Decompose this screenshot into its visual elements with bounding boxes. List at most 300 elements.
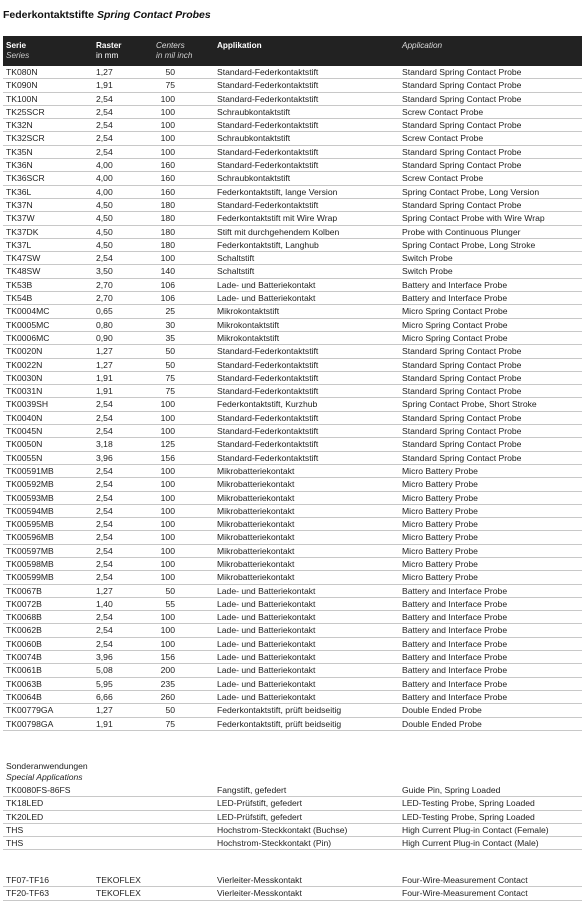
cell-serie: TF20-TF63 — [6, 888, 49, 899]
table-row — [3, 252, 582, 265]
cell-raster: 0,80 — [96, 319, 113, 330]
cell-application: Battery and Interface Probe — [402, 652, 508, 663]
cell-raster: 1,27 — [96, 705, 113, 716]
cell-application: Probe with Continuous Plunger — [402, 226, 521, 237]
cell-applikation: Standard-Federkontaktstift — [217, 120, 319, 131]
cell-centers: 100 — [160, 479, 175, 490]
cell-serie: TK00595MB — [6, 519, 54, 530]
cell-application: Standard Spring Contact Probe — [402, 146, 522, 157]
table-row — [3, 398, 582, 411]
cell-applikation: Mikrobatteriekontakt — [217, 532, 295, 543]
table-row — [3, 545, 582, 558]
cell-application: Battery and Interface Probe — [402, 691, 508, 702]
cell-serie: TK25SCR — [6, 106, 45, 117]
cell-applikation: Lade- und Batteriekontakt — [217, 598, 316, 609]
cell-applikation: Lade- und Batteriekontakt — [217, 638, 316, 649]
cell-centers: 100 — [160, 638, 175, 649]
cell-applikation: Lade- und Batteriekontakt — [217, 652, 316, 663]
cell-centers: 100 — [160, 519, 175, 530]
page-title — [3, 9, 211, 21]
cell-serie: TK18LED — [6, 798, 44, 809]
cell-raster: 1,91 — [96, 386, 113, 397]
cell-application: Screw Contact Probe — [402, 173, 484, 184]
cell-centers: 260 — [160, 691, 175, 702]
cell-centers: 35 — [165, 332, 175, 343]
table-row — [3, 664, 582, 677]
cell-applikation: Standard-Federkontaktstift — [217, 67, 319, 77]
cell-serie: TK0062B — [6, 625, 42, 636]
cell-application: Standard Spring Contact Probe — [402, 412, 522, 423]
cell-serie: TK0045N — [6, 426, 43, 437]
cell-applikation: Standard-Federkontaktstift — [217, 426, 319, 437]
cell-application: Micro Battery Probe — [402, 545, 478, 556]
cell-application: Standard Spring Contact Probe — [402, 199, 522, 210]
cell-raster: 2,54 — [96, 612, 113, 623]
cell-serie: TK0055N — [6, 452, 43, 463]
cell-centers: 100 — [160, 426, 175, 437]
table-row — [3, 811, 582, 824]
cell-applikation: Standard-Federkontaktstift — [217, 439, 319, 450]
table-row — [3, 784, 582, 797]
cell-applikation: Mikrobatteriekontakt — [217, 492, 295, 503]
cell-centers: 100 — [160, 146, 175, 157]
table-row — [3, 518, 582, 531]
cell-applikation: Lade- und Batteriekontakt — [217, 279, 316, 290]
header-serie: Serie Series — [6, 41, 30, 60]
table-row — [3, 874, 582, 887]
cell-serie: TK00599MB — [6, 572, 54, 583]
cell-raster: 2,54 — [96, 133, 113, 144]
cell-centers: 100 — [160, 612, 175, 623]
cell-centers: 100 — [160, 133, 175, 144]
table-row — [3, 492, 582, 505]
cell-raster: 6,66 — [96, 691, 113, 702]
cell-application: Battery and Interface Probe — [402, 638, 508, 649]
cell-applikation: Schraubkontaktstift — [217, 106, 291, 117]
cell-serie: TK37N — [6, 199, 33, 210]
table-header — [3, 36, 582, 66]
cell-raster: TEKOFLEX — [96, 875, 141, 885]
cell-centers: 160 — [160, 173, 175, 184]
cell-application: Standard Spring Contact Probe — [402, 452, 522, 463]
table-row — [3, 797, 582, 810]
cell-raster: 2,54 — [96, 412, 113, 423]
cell-application: Battery and Interface Probe — [402, 612, 508, 623]
cell-serie: TK0061B — [6, 665, 42, 676]
cell-raster: 1,27 — [96, 67, 113, 77]
cell-serie: TK0060B — [6, 638, 42, 649]
table-row — [3, 66, 582, 79]
cell-serie: TK100N — [6, 93, 38, 104]
cell-serie: TK0068B — [6, 612, 42, 623]
cell-applikation: Mikrobatteriekontakt — [217, 505, 295, 516]
cell-application: Standard Spring Contact Probe — [402, 386, 522, 397]
cell-application: Standard Spring Contact Probe — [402, 426, 522, 437]
cell-centers: 100 — [160, 93, 175, 104]
table-row — [3, 345, 582, 358]
cell-raster: 1,27 — [96, 346, 113, 357]
cell-serie: TK0063B — [6, 678, 42, 689]
table-row — [3, 478, 582, 491]
cell-serie: TK37DK — [6, 226, 39, 237]
cell-raster: 2,70 — [96, 279, 113, 290]
cell-application: Screw Contact Probe — [402, 106, 484, 117]
cell-applikation: Federkontaktstift, lange Version — [217, 186, 338, 197]
table-row — [3, 678, 582, 691]
cell-serie: TK0064B — [6, 691, 42, 702]
cell-serie: TK00594MB — [6, 505, 54, 516]
cell-serie: TK36L — [6, 186, 32, 197]
cell-centers: 200 — [160, 665, 175, 676]
cell-application: Micro Battery Probe — [402, 519, 478, 530]
cell-applikation: Mikrobatteriekontakt — [217, 519, 295, 530]
cell-application: Standard Spring Contact Probe — [402, 439, 522, 450]
cell-serie: TK0050N — [6, 439, 43, 450]
cell-centers: 30 — [165, 319, 175, 330]
cell-serie: THS — [6, 838, 24, 849]
cell-centers: 50 — [165, 346, 175, 357]
cell-applikation: Mikrobatteriekontakt — [217, 465, 295, 476]
table-row — [3, 359, 582, 372]
table-row — [3, 385, 582, 398]
cell-serie: TK0004MC — [6, 306, 50, 317]
cell-raster: 1,91 — [96, 372, 113, 383]
cell-serie: TF07-TF16 — [6, 875, 49, 885]
cell-centers: 106 — [160, 293, 175, 304]
cell-raster: 3,18 — [96, 439, 113, 450]
cell-raster: TEKOFLEX — [96, 888, 141, 899]
table-row — [3, 119, 582, 132]
cell-serie: TK37L — [6, 239, 32, 250]
cell-applikation: Lade- und Batteriekontakt — [217, 625, 316, 636]
cell-application: Standard Spring Contact Probe — [402, 120, 522, 131]
cell-applikation: Vierleiter-Messkontakt — [217, 875, 302, 885]
cell-applikation: Stift mit durchgehendem Kolben — [217, 226, 340, 237]
table-row — [3, 372, 582, 385]
cell-serie: TK0067B — [6, 585, 42, 596]
table-row — [3, 452, 582, 465]
cell-application: Switch Probe — [402, 253, 453, 264]
cell-application: Micro Battery Probe — [402, 479, 478, 490]
cell-serie: TK0006MC — [6, 332, 50, 343]
cell-applikation: Mikrokontaktstift — [217, 306, 280, 317]
cell-application: Battery and Interface Probe — [402, 598, 508, 609]
table-row — [3, 887, 582, 900]
cell-raster: 1,91 — [96, 80, 113, 91]
cell-serie: TK47SW — [6, 253, 41, 264]
cell-centers: 100 — [160, 625, 175, 636]
table-row — [3, 837, 582, 850]
cell-serie: TK080N — [6, 67, 38, 77]
cell-raster: 0,65 — [96, 306, 113, 317]
cell-serie: TK0040N — [6, 412, 43, 423]
cell-centers: 55 — [165, 598, 175, 609]
cell-applikation: Standard-Federkontaktstift — [217, 199, 319, 210]
cell-applikation: Lade- und Batteriekontakt — [217, 585, 316, 596]
cell-application: Micro Battery Probe — [402, 505, 478, 516]
cell-centers: 156 — [160, 652, 175, 663]
cell-raster: 1,27 — [96, 359, 113, 370]
cell-raster: 2,54 — [96, 638, 113, 649]
cell-applikation: Standard-Federkontaktstift — [217, 146, 319, 157]
cell-applikation: Standard-Federkontaktstift — [217, 412, 319, 423]
product-table — [3, 66, 582, 731]
table-row — [3, 691, 582, 704]
cell-raster: 5,95 — [96, 678, 113, 689]
cell-applikation: Lade- und Batteriekontakt — [217, 691, 316, 702]
table-row — [3, 199, 582, 212]
cell-centers: 50 — [165, 359, 175, 370]
cell-raster: 4,50 — [96, 213, 113, 224]
cell-applikation: Lade- und Batteriekontakt — [217, 665, 316, 676]
cell-applikation: Mikrokontaktstift — [217, 319, 280, 330]
table-row — [3, 146, 582, 159]
cell-serie: TK0039SH — [6, 399, 49, 410]
cell-applikation: Mikrobatteriekontakt — [217, 545, 295, 556]
cell-raster: 5,08 — [96, 665, 113, 676]
cell-applikation: Lade- und Batteriekontakt — [217, 678, 316, 689]
cell-raster: 2,54 — [96, 106, 113, 117]
cell-applikation: LED-Prüfstift, gefedert — [217, 798, 303, 809]
cell-serie: TK0072B — [6, 598, 42, 609]
table-row — [3, 598, 582, 611]
cell-centers: 100 — [160, 572, 175, 583]
cell-application: Battery and Interface Probe — [402, 585, 508, 596]
cell-applikation: Standard-Federkontaktstift — [217, 160, 319, 171]
cell-application: Standard Spring Contact Probe — [402, 93, 522, 104]
cell-application: Battery and Interface Probe — [402, 279, 508, 290]
cell-raster: 2,54 — [96, 532, 113, 543]
cell-serie: TK0080FS-86FS — [6, 785, 71, 795]
cell-application: Standard Spring Contact Probe — [402, 80, 522, 91]
cell-centers: 75 — [165, 80, 175, 91]
cell-centers: 100 — [160, 120, 175, 131]
cell-raster: 2,54 — [96, 545, 113, 556]
cell-serie: TK00592MB — [6, 479, 54, 490]
cell-application: Guide Pin, Spring Loaded — [402, 785, 501, 795]
cell-application: Micro Battery Probe — [402, 532, 478, 543]
table-row — [3, 132, 582, 145]
header-applikation: Applikation — [217, 41, 262, 50]
cell-serie: TK0005MC — [6, 319, 50, 330]
cell-centers: 50 — [165, 705, 175, 716]
cell-applikation: Federkontaktstift, Langhub — [217, 239, 319, 250]
cell-serie: TK20LED — [6, 811, 44, 822]
cell-applikation: Standard-Federkontaktstift — [217, 452, 319, 463]
table-row — [3, 172, 582, 185]
cell-centers: 235 — [160, 678, 175, 689]
cell-application: Spring Contact Probe, Short Stroke — [402, 399, 537, 410]
cell-serie: TK00597MB — [6, 545, 54, 556]
cell-raster: 3,96 — [96, 652, 113, 663]
cell-application: Battery and Interface Probe — [402, 665, 508, 676]
table-row — [3, 651, 582, 664]
table-row — [3, 279, 582, 292]
cell-centers: 100 — [160, 253, 175, 264]
cell-centers: 180 — [160, 199, 175, 210]
cell-serie: TK0030N — [6, 372, 43, 383]
table-row — [3, 159, 582, 172]
table-row — [3, 425, 582, 438]
special-table — [3, 784, 582, 850]
cell-raster: 2,54 — [96, 465, 113, 476]
cell-centers: 180 — [160, 239, 175, 250]
cell-raster: 2,54 — [96, 492, 113, 503]
table-row — [3, 571, 582, 584]
cell-raster: 3,96 — [96, 452, 113, 463]
cell-raster: 1,91 — [96, 718, 113, 729]
cell-centers: 100 — [160, 399, 175, 410]
cell-applikation: Mikrobatteriekontakt — [217, 572, 295, 583]
table-row — [3, 718, 582, 731]
cell-application: Battery and Interface Probe — [402, 625, 508, 636]
cell-centers: 180 — [160, 213, 175, 224]
table-row — [3, 239, 582, 252]
cell-application: Switch Probe — [402, 266, 453, 277]
cell-application: Micro Battery Probe — [402, 492, 478, 503]
cell-raster: 2,54 — [96, 93, 113, 104]
table-row — [3, 624, 582, 637]
cell-application: High Current Plug-in Contact (Female) — [402, 824, 549, 835]
table-row — [3, 332, 582, 345]
special-applications-title: Sonderanwendungen Special Applications — [6, 761, 88, 782]
cell-application: Spring Contact Probe, Long Stroke — [402, 239, 536, 250]
cell-raster: 2,54 — [96, 146, 113, 157]
table-row — [3, 292, 582, 305]
cell-application: Standard Spring Contact Probe — [402, 67, 522, 77]
cell-serie: TK090N — [6, 80, 38, 91]
cell-centers: 100 — [160, 532, 175, 543]
table-row — [3, 638, 582, 651]
table-row — [3, 558, 582, 571]
cell-applikation: Mikrobatteriekontakt — [217, 558, 295, 569]
cell-application: Double Ended Probe — [402, 705, 482, 716]
cell-centers: 100 — [160, 505, 175, 516]
cell-application: Micro Spring Contact Probe — [402, 319, 508, 330]
cell-application: Micro Battery Probe — [402, 572, 478, 583]
cell-serie: TK53B — [6, 279, 33, 290]
cell-serie: TK00591MB — [6, 465, 54, 476]
cell-application: Micro Battery Probe — [402, 465, 478, 476]
cell-centers: 25 — [165, 306, 175, 317]
cell-application: Double Ended Probe — [402, 718, 482, 729]
title-en: Spring Contact Probes — [96, 9, 211, 21]
cell-applikation: Schaltstift — [217, 253, 255, 264]
cell-application: Battery and Interface Probe — [402, 293, 508, 304]
table-row — [3, 106, 582, 119]
cell-application: Standard Spring Contact Probe — [402, 160, 522, 171]
cell-centers: 75 — [165, 372, 175, 383]
cell-raster: 2,54 — [96, 479, 113, 490]
cell-application: Micro Spring Contact Probe — [402, 332, 508, 343]
cell-application: Standard Spring Contact Probe — [402, 372, 522, 383]
cell-raster: 2,54 — [96, 120, 113, 131]
cell-applikation: Federkontaktstift, prüft beidseitig — [217, 705, 342, 716]
cell-raster: 1,27 — [96, 585, 113, 596]
cell-applikation: Mikrobatteriekontakt — [217, 479, 295, 490]
cell-applikation: Standard-Federkontaktstift — [217, 386, 319, 397]
cell-applikation: Hochstrom-Steckkontakt (Buchse) — [217, 824, 348, 835]
cell-applikation: Fangstift, gefedert — [217, 785, 287, 795]
cell-raster: 4,00 — [96, 173, 113, 184]
header-raster: Raster in mm — [96, 41, 122, 60]
cell-applikation: Standard-Federkontaktstift — [217, 359, 319, 370]
cell-applikation: Hochstrom-Steckkontakt (Pin) — [217, 838, 332, 849]
cell-centers: 100 — [160, 106, 175, 117]
cell-centers: 100 — [160, 545, 175, 556]
table-row — [3, 412, 582, 425]
table-row — [3, 611, 582, 624]
cell-serie: TK0022N — [6, 359, 43, 370]
cell-raster: 2,54 — [96, 505, 113, 516]
cell-applikation: Standard-Federkontaktstift — [217, 80, 319, 91]
cell-raster: 2,54 — [96, 558, 113, 569]
cell-raster: 4,50 — [96, 239, 113, 250]
cell-application: Spring Contact Probe, Long Version — [402, 186, 540, 197]
cell-centers: 140 — [160, 266, 175, 277]
cell-raster: 2,70 — [96, 293, 113, 304]
table-row — [3, 212, 582, 225]
cell-application: Micro Spring Contact Probe — [402, 306, 508, 317]
table-row — [3, 93, 582, 106]
cell-applikation: Lade- und Batteriekontakt — [217, 612, 316, 623]
cell-application: Micro Battery Probe — [402, 558, 478, 569]
cell-serie: TK0031N — [6, 386, 43, 397]
cell-applikation: Federkontaktstift, prüft beidseitig — [217, 718, 342, 729]
cell-applikation: Standard-Federkontaktstift — [217, 346, 319, 357]
table-row — [3, 79, 582, 92]
cell-applikation: LED-Prüfstift, gefedert — [217, 811, 303, 822]
cell-raster: 2,54 — [96, 572, 113, 583]
cell-raster: 0,90 — [96, 332, 113, 343]
table-row — [3, 186, 582, 199]
cell-application: Four-Wire-Measurement Contact — [402, 875, 528, 885]
cell-application: Standard Spring Contact Probe — [402, 359, 522, 370]
cell-applikation: Vierleiter-Messkontakt — [217, 888, 302, 899]
table-row — [3, 305, 582, 318]
cell-serie: TK32SCR — [6, 133, 45, 144]
cell-serie: TK0020N — [6, 346, 43, 357]
cell-serie: TK32N — [6, 120, 33, 131]
cell-serie: TK54B — [6, 293, 33, 304]
cell-centers: 100 — [160, 412, 175, 423]
cell-centers: 160 — [160, 160, 175, 171]
table-row — [3, 438, 582, 451]
cell-application: Battery and Interface Probe — [402, 678, 508, 689]
cell-serie: TK37W — [6, 213, 35, 224]
cell-application: Four-Wire-Measurement Contact — [402, 888, 528, 899]
cell-raster: 3,50 — [96, 266, 113, 277]
cell-serie: TK00598MB — [6, 558, 54, 569]
table-row — [3, 531, 582, 544]
cell-raster: 4,00 — [96, 160, 113, 171]
cell-application: LED-Testing Probe, Spring Loaded — [402, 798, 535, 809]
cell-applikation: Lade- und Batteriekontakt — [217, 293, 316, 304]
cell-centers: 100 — [160, 558, 175, 569]
cell-application: LED-Testing Probe, Spring Loaded — [402, 811, 535, 822]
cell-application: Standard Spring Contact Probe — [402, 346, 522, 357]
table-row — [3, 226, 582, 239]
cell-raster: 4,50 — [96, 199, 113, 210]
cell-serie: TK0074B — [6, 652, 42, 663]
table-row — [3, 585, 582, 598]
cell-applikation: Schaltstift — [217, 266, 255, 277]
header-application: Application — [402, 41, 443, 50]
cell-serie: TK00798GA — [6, 718, 54, 729]
table-row — [3, 505, 582, 518]
cell-serie: TK35N — [6, 146, 33, 157]
table-row — [3, 824, 582, 837]
